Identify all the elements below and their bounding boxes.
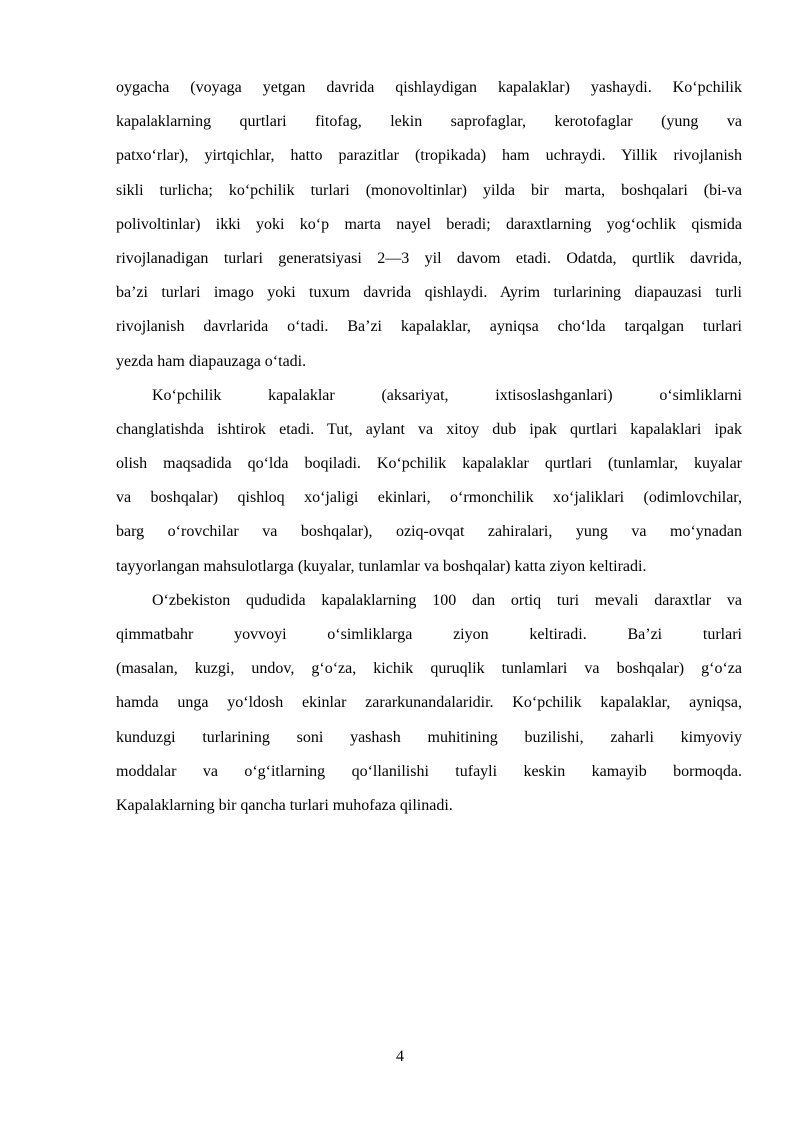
text-line: oygacha (voyaga yetgan davrida qishlaydigan kapalaklar) yashaydi. Ko‘pchilik bbox=[116, 79, 742, 96]
text-line: tayyorlangan mahsulotlarga (kuyalar, tunlamlar va boshqalar) katta ziyon keltiradi. bbox=[116, 557, 647, 575]
text-line: polivoltinlar) ikki yoki ko‘p marta nayel beradi; daraxtlarning yog‘ochlik qismida bbox=[116, 215, 742, 233]
text-line: sikli turlicha; ko‘pchilik turlari (monovoltinlar) yilda bir marta, boshqalari (bi-va bbox=[116, 181, 742, 199]
text-line: kunduzgi turlarining soni yashash muhitining buzilishi, zaharli kimyoviy bbox=[116, 728, 742, 746]
text-line: Ko‘pchilik kapalaklar (aksariyat, ixtisoslashganlari) o‘simliklarni bbox=[152, 386, 742, 404]
text-line: ba’zi turlari imago yoki tuxum davrida qishlaydi. Ayrim turlarining diapauzasi turli bbox=[116, 284, 742, 302]
text-line: rivojlanadigan turlari generatsiyasi 2—3 yil davom etadi. Odatda, qurtlik davrida, bbox=[116, 249, 742, 267]
document-page bbox=[116, 71, 742, 823]
text-line: hamda unga yo‘ldosh ekinlar zararkunandalaridir. Ko‘pchilik kapalaklar, ayniqsa, bbox=[116, 694, 742, 712]
paragraph-3 bbox=[116, 584, 742, 823]
text-line: yezda ham diapauzaga o‘tadi. bbox=[116, 352, 307, 370]
text-line: changlatishda ishtirok etadi. Tut, aylant va xitoy dub ipak qurtlari kapalaklari ipak bbox=[116, 420, 742, 438]
text-line: (masalan, kuzgi, undov, g‘o‘za, kichik quruqlik tunlamlari va boshqalar) g‘o‘za bbox=[116, 660, 742, 678]
text-line: O‘zbekiston qududida kapalaklarning 100 dan ortiq turi mevali daraxtlar va bbox=[152, 591, 742, 609]
text-line: barg o‘rovchilar va boshqalar), oziq-ovqat zahiralari, yung va mo‘ynadan bbox=[116, 523, 742, 541]
text-line: olish maqsadida qo‘lda boqiladi. Ko‘pchilik kapalaklar qurtlari (tunlamlar, kuyalar bbox=[116, 455, 742, 473]
text-line: va boshqalar) qishloq xo‘jaligi ekinlari, o‘rmonchilik xo‘jaliklari (odimlovchilar, bbox=[116, 489, 742, 507]
text-line: moddalar va o‘g‘itlarning qo‘llanilishi tufayli keskin kamayib bormoqda. bbox=[116, 762, 742, 780]
paragraph-1 bbox=[116, 71, 742, 379]
text-line: Kapalaklarning bir qancha turlari muhofaza qilinadi. bbox=[116, 796, 453, 814]
page-number: 4 bbox=[396, 1048, 404, 1065]
paragraph-2 bbox=[116, 379, 742, 584]
text-line: patxo‘rlar), yirtqichlar, hatto parazitlar (tropikada) ham uchraydi. Yillik rivojlanish bbox=[116, 147, 742, 165]
text-line: qimmatbahr yovvoyi o‘simliklarga ziyon keltiradi. Ba’zi turlari bbox=[116, 626, 742, 643]
text-line: rivojlanish davrlarida o‘tadi. Ba’zi kapalaklar, ayniqsa cho‘lda tarqalgan turlari bbox=[116, 318, 742, 336]
text-line: kapalaklarning qurtlari fitofag, lekin saprofaglar, kerotofaglar (yung va bbox=[116, 113, 742, 131]
